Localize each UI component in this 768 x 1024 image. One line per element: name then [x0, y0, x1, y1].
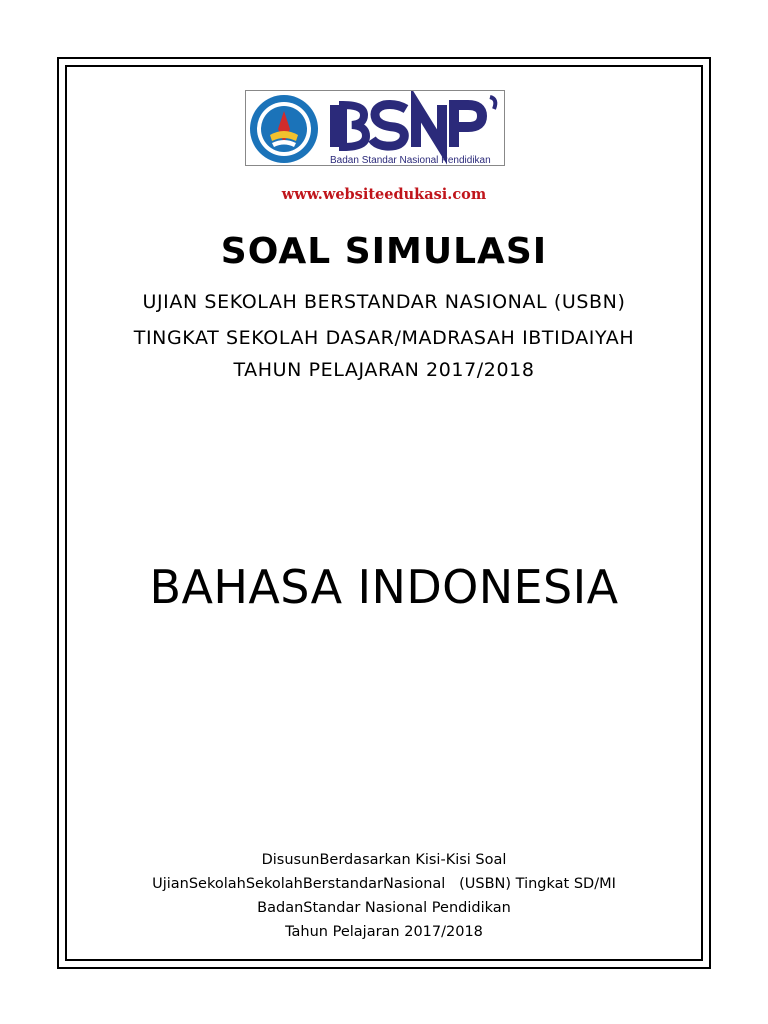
footer-line-2: UjianSekolahSekolahBerstandarNasional (USBN) Tingkat SD/MI [152, 876, 616, 892]
footer-line-4: Tahun Pelajaran 2017/2018 [285, 924, 483, 940]
website-url: www.websiteedukasi.com [281, 186, 487, 203]
bsnp-logo [245, 90, 505, 166]
document-title: SOAL SIMULASI [220, 231, 548, 272]
subtitle-level: TINGKAT SEKOLAH DASAR/MADRASAH IBTIDAIYAH [133, 327, 635, 349]
subject-title: BAHASA INDONESIA [149, 560, 619, 614]
subtitle-exam: UJIAN SEKOLAH BERSTANDAR NASIONAL (USBN) [142, 291, 626, 313]
tut-wuri-handayani-seal-icon [250, 95, 318, 163]
bsnp-subtitle: Badan Standar Nasional Pendidikan [330, 155, 491, 166]
footer-line-3: BadanStandar Nasional Pendidikan [257, 900, 511, 916]
footer-line-1: DisusunBerdasarkan Kisi-Kisi Soal [261, 852, 507, 868]
subtitle-year: TAHUN PELAJARAN 2017/2018 [233, 359, 535, 381]
bsnp-wordmark-icon [330, 97, 495, 147]
